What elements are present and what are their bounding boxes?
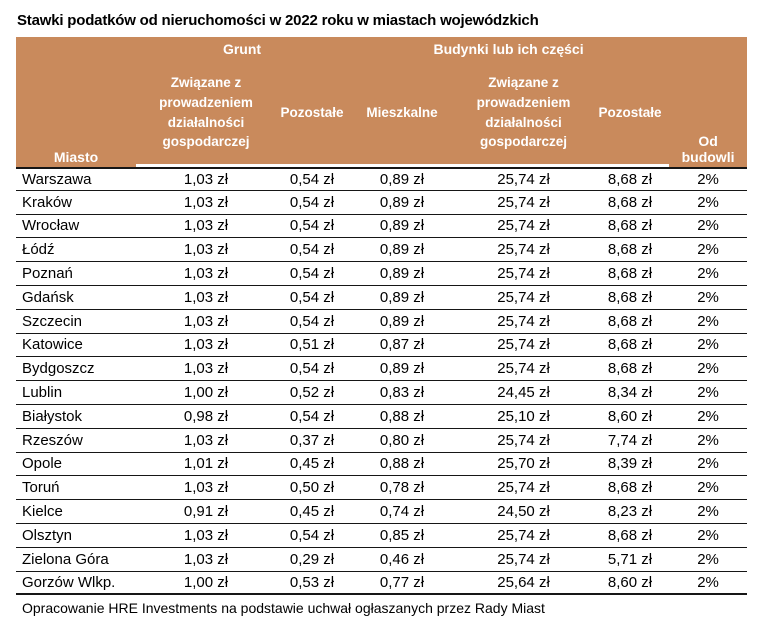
city-cell: Poznań bbox=[16, 262, 136, 286]
value-cell: 2% bbox=[669, 476, 747, 500]
column-header-grunt-pozostale: Pozostałe bbox=[276, 61, 348, 167]
table-header bbox=[16, 37, 747, 167]
value-cell: 2% bbox=[669, 167, 747, 191]
value-cell: 0,53 zł bbox=[276, 572, 348, 596]
tax-table bbox=[16, 37, 747, 595]
column-header-od-budowli: Od budowli bbox=[669, 37, 747, 167]
value-cell: 0,89 zł bbox=[348, 310, 456, 334]
value-cell: 0,54 zł bbox=[276, 238, 348, 262]
value-cell: 8,68 zł bbox=[591, 286, 669, 310]
value-cell: 8,68 zł bbox=[591, 215, 669, 239]
value-cell: 0,89 zł bbox=[348, 215, 456, 239]
value-cell: 0,74 zł bbox=[348, 500, 456, 524]
city-cell: Rzeszów bbox=[16, 429, 136, 453]
value-cell: 24,50 zł bbox=[456, 500, 591, 524]
value-cell: 0,51 zł bbox=[276, 334, 348, 358]
table-row bbox=[16, 334, 747, 358]
value-cell: 2% bbox=[669, 453, 747, 477]
table-row bbox=[16, 262, 747, 286]
value-cell: 0,91 zł bbox=[136, 500, 276, 524]
value-cell: 0,50 zł bbox=[276, 476, 348, 500]
value-cell: 0,87 zł bbox=[348, 334, 456, 358]
value-cell: 5,71 zł bbox=[591, 548, 669, 572]
city-cell: Gorzów Wlkp. bbox=[16, 572, 136, 596]
value-cell: 1,03 zł bbox=[136, 286, 276, 310]
value-cell: 8,23 zł bbox=[591, 500, 669, 524]
value-cell: 0,54 zł bbox=[276, 191, 348, 215]
value-cell: 8,68 zł bbox=[591, 334, 669, 358]
value-cell: 2% bbox=[669, 429, 747, 453]
source-note: Opracowanie HRE Investments na podstawie uchwał ogłaszanych przez Rady Miast bbox=[22, 600, 545, 617]
value-cell: 24,45 zł bbox=[456, 381, 591, 405]
value-cell: 25,74 zł bbox=[456, 357, 591, 381]
table-row bbox=[16, 524, 747, 548]
value-cell: 1,03 zł bbox=[136, 310, 276, 334]
value-cell: 0,89 zł bbox=[348, 262, 456, 286]
value-cell: 8,68 zł bbox=[591, 476, 669, 500]
value-cell: 25,74 zł bbox=[456, 215, 591, 239]
table-row bbox=[16, 500, 747, 524]
value-cell: 0,98 zł bbox=[136, 405, 276, 429]
city-cell: Gdańsk bbox=[16, 286, 136, 310]
value-cell: 8,39 zł bbox=[591, 453, 669, 477]
value-cell: 2% bbox=[669, 524, 747, 548]
value-cell: 2% bbox=[669, 572, 747, 596]
table-row bbox=[16, 429, 747, 453]
value-cell: 2% bbox=[669, 381, 747, 405]
value-cell: 0,78 zł bbox=[348, 476, 456, 500]
value-cell: 25,74 zł bbox=[456, 310, 591, 334]
value-cell: 0,54 zł bbox=[276, 310, 348, 334]
value-cell: 25,74 zł bbox=[456, 524, 591, 548]
city-cell: Opole bbox=[16, 453, 136, 477]
value-cell: 25,70 zł bbox=[456, 453, 591, 477]
value-cell: 1,03 zł bbox=[136, 357, 276, 381]
value-cell: 2% bbox=[669, 191, 747, 215]
value-cell: 0,80 zł bbox=[348, 429, 456, 453]
table-row bbox=[16, 191, 747, 215]
value-cell: 25,10 zł bbox=[456, 405, 591, 429]
value-cell: 0,54 zł bbox=[276, 357, 348, 381]
value-cell: 2% bbox=[669, 238, 747, 262]
value-cell: 8,68 zł bbox=[591, 524, 669, 548]
value-cell: 0,52 zł bbox=[276, 381, 348, 405]
value-cell: 1,00 zł bbox=[136, 572, 276, 596]
city-cell: Kielce bbox=[16, 500, 136, 524]
value-cell: 0,54 zł bbox=[276, 524, 348, 548]
value-cell: 0,54 zł bbox=[276, 215, 348, 239]
value-cell: 0,89 zł bbox=[348, 238, 456, 262]
city-cell: Białystok bbox=[16, 405, 136, 429]
value-cell: 2% bbox=[669, 286, 747, 310]
value-cell: 0,83 zł bbox=[348, 381, 456, 405]
city-cell: Warszawa bbox=[16, 167, 136, 191]
value-cell: 1,03 zł bbox=[136, 476, 276, 500]
value-cell: 8,68 zł bbox=[591, 238, 669, 262]
value-cell: 2% bbox=[669, 500, 747, 524]
value-cell: 2% bbox=[669, 215, 747, 239]
value-cell: 8,34 zł bbox=[591, 381, 669, 405]
table-row bbox=[16, 167, 747, 191]
table-row bbox=[16, 310, 747, 334]
value-cell: 25,74 zł bbox=[456, 429, 591, 453]
column-header-budynki-dzialalnosc: Związane z prowadzeniem działalności gospodarczej bbox=[456, 61, 591, 167]
column-header-budynki-pozostale: Pozostałe bbox=[591, 61, 669, 167]
value-cell: 25,74 zł bbox=[456, 191, 591, 215]
value-cell: 0,29 zł bbox=[276, 548, 348, 572]
value-cell: 25,74 zł bbox=[456, 476, 591, 500]
value-cell: 0,77 zł bbox=[348, 572, 456, 596]
value-cell: 8,68 zł bbox=[591, 167, 669, 191]
table-row bbox=[16, 215, 747, 239]
value-cell: 1,03 zł bbox=[136, 429, 276, 453]
column-header-miasto: Miasto bbox=[16, 37, 136, 167]
value-cell: 0,88 zł bbox=[348, 453, 456, 477]
value-cell: 0,88 zł bbox=[348, 405, 456, 429]
value-cell: 0,54 zł bbox=[276, 286, 348, 310]
value-cell: 8,68 zł bbox=[591, 310, 669, 334]
value-cell: 0,45 zł bbox=[276, 500, 348, 524]
city-cell: Olsztyn bbox=[16, 524, 136, 548]
value-cell: 25,74 zł bbox=[456, 286, 591, 310]
value-cell: 0,54 zł bbox=[276, 262, 348, 286]
value-cell: 1,03 zł bbox=[136, 167, 276, 191]
value-cell: 0,54 zł bbox=[276, 405, 348, 429]
city-cell: Toruń bbox=[16, 476, 136, 500]
city-cell: Wrocław bbox=[16, 215, 136, 239]
value-cell: 0,45 zł bbox=[276, 453, 348, 477]
value-cell: 8,68 zł bbox=[591, 357, 669, 381]
value-cell: 25,74 zł bbox=[456, 167, 591, 191]
value-cell: 8,68 zł bbox=[591, 262, 669, 286]
table-row bbox=[16, 381, 747, 405]
value-cell: 25,74 zł bbox=[456, 262, 591, 286]
value-cell: 0,46 zł bbox=[348, 548, 456, 572]
value-cell: 1,00 zł bbox=[136, 381, 276, 405]
value-cell: 8,60 zł bbox=[591, 405, 669, 429]
table-row bbox=[16, 405, 747, 429]
value-cell: 25,74 zł bbox=[456, 238, 591, 262]
value-cell: 0,37 zł bbox=[276, 429, 348, 453]
group-header-budynki: Budynki lub ich części bbox=[348, 37, 669, 61]
value-cell: 25,64 zł bbox=[456, 572, 591, 596]
value-cell: 2% bbox=[669, 334, 747, 358]
table-row bbox=[16, 238, 747, 262]
table-row bbox=[16, 453, 747, 477]
value-cell: 0,89 zł bbox=[348, 357, 456, 381]
table-body bbox=[16, 167, 747, 595]
city-cell: Zielona Góra bbox=[16, 548, 136, 572]
value-cell: 1,03 zł bbox=[136, 215, 276, 239]
value-cell: 1,01 zł bbox=[136, 453, 276, 477]
value-cell: 25,74 zł bbox=[456, 334, 591, 358]
group-header-row bbox=[16, 37, 747, 61]
value-cell: 0,85 zł bbox=[348, 524, 456, 548]
value-cell: 1,03 zł bbox=[136, 238, 276, 262]
value-cell: 2% bbox=[669, 548, 747, 572]
city-cell: Szczecin bbox=[16, 310, 136, 334]
city-cell: Łódź bbox=[16, 238, 136, 262]
column-header-grunt-dzialalnosc: Związane z prowadzeniem działalności gospodarczej bbox=[136, 61, 276, 167]
table-row bbox=[16, 476, 747, 500]
page bbox=[0, 12, 768, 640]
city-cell: Lublin bbox=[16, 381, 136, 405]
value-cell: 0,89 zł bbox=[348, 167, 456, 191]
value-cell: 1,03 zł bbox=[136, 524, 276, 548]
value-cell: 1,03 zł bbox=[136, 191, 276, 215]
city-cell: Katowice bbox=[16, 334, 136, 358]
page-title: Stawki podatków od nieruchomości w 2022 roku w miastach wojewódzkich bbox=[17, 12, 539, 29]
city-cell: Bydgoszcz bbox=[16, 357, 136, 381]
city-cell: Kraków bbox=[16, 191, 136, 215]
value-cell: 0,89 zł bbox=[348, 286, 456, 310]
column-header-mieszkalne: Mieszkalne bbox=[348, 61, 456, 167]
value-cell: 8,68 zł bbox=[591, 191, 669, 215]
value-cell: 2% bbox=[669, 262, 747, 286]
table-row bbox=[16, 572, 747, 596]
table-row bbox=[16, 286, 747, 310]
value-cell: 0,54 zł bbox=[276, 167, 348, 191]
value-cell: 1,03 zł bbox=[136, 334, 276, 358]
value-cell: 25,74 zł bbox=[456, 548, 591, 572]
value-cell: 1,03 zł bbox=[136, 548, 276, 572]
value-cell: 7,74 zł bbox=[591, 429, 669, 453]
value-cell: 2% bbox=[669, 405, 747, 429]
value-cell: 1,03 zł bbox=[136, 262, 276, 286]
group-header-grunt: Grunt bbox=[136, 37, 348, 61]
value-cell: 0,89 zł bbox=[348, 191, 456, 215]
table-row bbox=[16, 357, 747, 381]
value-cell: 2% bbox=[669, 310, 747, 334]
value-cell: 2% bbox=[669, 357, 747, 381]
table-row bbox=[16, 548, 747, 572]
value-cell: 8,60 zł bbox=[591, 572, 669, 596]
